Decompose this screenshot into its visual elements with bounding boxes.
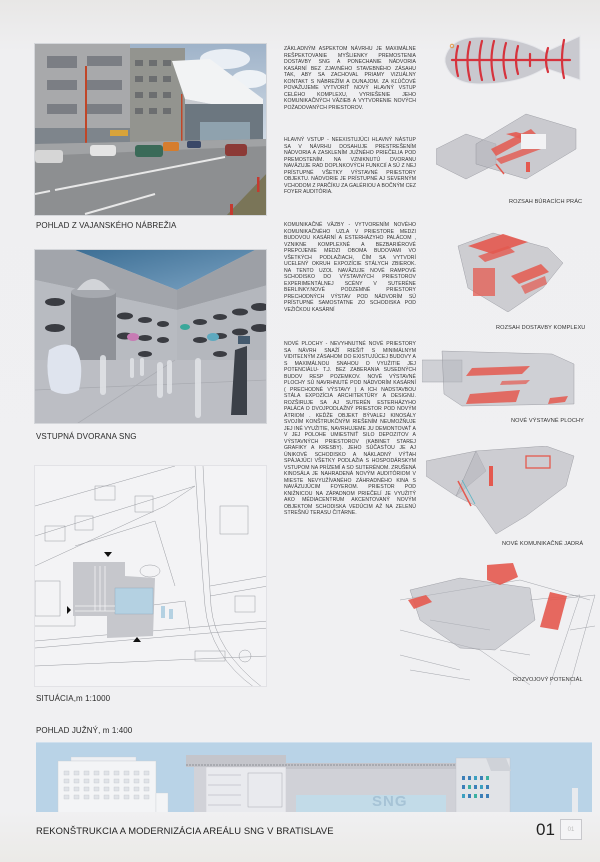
potential-label: ROZVOJOVÝ POTENCIÁL <box>513 677 583 683</box>
axonometric-exhibition-icon <box>422 346 597 416</box>
entrance-hall-caption: VSTUPNÁ DVORANA SNG <box>36 432 137 441</box>
page-number-box: 01 <box>560 819 582 840</box>
cores-label: NOVÉ KOMUNIKAČNÉ JADRÁ <box>502 541 584 547</box>
elevation-icon <box>36 743 592 812</box>
elevation-caption: POHLAD JUŽNÝ, m 1:400 <box>36 726 133 735</box>
site-plan-icon <box>35 466 267 687</box>
poster-title: REKONŠTRUKCIA A MODERNIZÁCIA AREÁLU SNG V BRATISLAVE <box>36 825 334 836</box>
axonometric-demolition-icon <box>436 104 586 194</box>
sng-sign: SNG <box>372 793 408 810</box>
new-spaces-paragraph: NOVÉ PLOCHY - NEVYHNUTNÉ NOVÉ PRIESTORY SA NÁVRH SNAŽÍ RIEŠIŤ S MINIMÁLNYM VIDITEĽNÝM ZÁSAHOM DO EXISTUJÚCEJ BUDOVY A S MAXIMÁLNOU SNAHOU O VYUŽITIE JEJ POTENCIÁLU- T.J. BEZ ZABERANIA SUSEDNÝCH BUDOV RESP POZEMKOV. NOVÉ VÝSTAVNÉ PLOCHY SÚ NAVRHNUTÉ POD NÁDVORÍM KASÁRNÍ ( PRECHODNÉ VÝSTAVY ) A ICH NADSTAVBOU STÁLA EXPOZÍCIA ARCHITEKTÚRY A DESIGNU. ROZŠIRUJE SA AJ SUTERÉN ESTERHÁZYHO PALÁCA O DVOJPODLAŽNÝ PRIESTOR POD NOVÝM ÁTRIOM . KEĎŽE OBJEKT BÝVALEJ KINOSÁLY SVOJÍM KONŠTRUKČNÝM RIEŠENÍM NEUMOŽŇUJE JEJ INÉ VYUŽITIE, NAVRHUJEME JU DEMONTOVAŤ A V JEJ POLOHE UMIESTNIŤ SILO DEPOZITOV A VÝSTAVNÝCH PRIESTOROV (KABINET STAREJ GRAFIKY A KRESBY). JEHO SÚČASŤOU JE AJ ÚNIKOVÉ SCHODISKO A NÁKLADNÝ VÝŤAH SPÁJAJÚCI VŠETKY PODLAŽIA S HOSPODÁRSKYM VSTUPOM NA PRÍZEMÍ A SO SUTERÉNOM. ZRUŠENÁ KINOSÁLA JE NAHRADENÁ NOVÝM AUDITÓRIOM V MIESTE NEVYUŽÍVANÉHO ZÁHRADNÉHO KINA S NAVÄZUJÚCIM FOYEROM. PRIESTOR POD KNIŽNICOU NA ZÁPADNOM PRIEČELÍ JE VYUŽITÝ AKO MÉDIACENTRUM AKCENTOVANÝ NOVÝM OBJEKTOM SCHODISKA VEDÚCIM AŽ NA ZELENÚ STREŠNÚ TERASU ČITÁRNE. <box>284 341 416 516</box>
intro-paragraph: ZÁKLADNÝM ASPEKTOM NÁVRHU JE MAXIMÁLNE REŠPEKTOVANIE MYŠLIENKY PREMOSTENIA DOSTAVBY SNG A PONECHANIE NÁDVORIA KASÁRNÍ BEZ ZJAVNÉHO STAVEBNÉHO ZÁSAHU TAK, ABY SA ZACHOVAL PRIAMY VIZUÁLNY KONTAKT S NÁBREŽÍM A DUNAJOM. ZA KĽÚČOVÉ POVAŽUJEME VYTVORIŤ NOVÝ HLAVNÝ VSTUP CELÉHO KOMPLEXU, VYRIEŠENIE JEHO KOMUNIKAČNÝCH VÄZIEB A VYTVORENIE NOVÝCH POŽADOVANÝCH PRIESTOROV. <box>284 46 416 111</box>
street-view-caption: POHLAD Z VAJANSKÉHO NÁBREŽIA <box>36 221 177 230</box>
south-elevation-drawing <box>36 742 592 812</box>
communication-paragraph: KOMUNIKAČNÉ VÄZBY - VYTVORENÍM NOVÉHO KOMUNIKAČNÉHO UZLA V PRIESTORE MEDZI BUDOVOU KASÁRNÍ A ESTERHÁZYHO PALÁCOM , VZNIKNE KOMPLEXNÉ A BEZBARIÉROVÉ PREPOJENIE MEDZI OBOMA BUDOVAMI VO VŠETKÝCH PODLAŽIACH, ČÍM SA VYTVORÍ UCELENÝ OKRUH EXPOZÍCIE STÁLYCH ZBIEROK. NA TENTO UZOL NAVÄZUJE NOVÉ RAMPOVÉ SCHODISKO DO VÝSTAVNÝCH PRIESTOROV EXPERIMENTÁLNEJ SCÉNY V SUTERÉNE BERLINKY.NOVÉ PODZEMNÉ PRIESTORY PRECHODNÝCH VÝSTAV POD NÁDVORÍM SÚ PRÍSTUPNÉ SAMOSTATNE ZO SCHODISKA POD VEŽIČKOU KASÁRNÍ <box>284 222 416 313</box>
page-number: 01 <box>536 820 555 839</box>
street-photo-icon <box>35 44 267 216</box>
demolition-diagram <box>436 104 586 194</box>
exhibition-diagram <box>422 346 597 416</box>
axonometric-potential-icon <box>400 560 600 685</box>
axonometric-extension-icon <box>453 228 573 312</box>
axonometric-cores-icon <box>426 446 581 536</box>
street-view-photo <box>34 43 267 216</box>
extension-label: ROZSAH DOSTAVBY KOMPLEXU <box>496 325 586 331</box>
interior-render-icon <box>35 250 267 424</box>
demolition-label: ROZSAH BÚRACÍCH PRÁC <box>509 199 583 205</box>
main-entrance-paragraph: HLAVNÝ VSTUP - NEEXISTUJÚCI HLAVNÝ NÁSTUP SA V NÁVRHU DOSAHUJE PRESTREŠENÍM NÁDVORIA A ZASKLENÍM JUŽNÉHO PRIEČELIA POD PREMOSTENÍM. NA VZNIKNUTÚ DVORANU NAVÄZUJE RAD DOPLNKOVÝCH FUNKCIÍ A SÚ Z NEJ PRÍSTUPNÉ VŠETKY VÝSTAVNÉ PRIESTORY OBJEKTU. NÁDVORIE JE PRÍSTUPNÉ AJ SEVERNÝM VCHODOM Z PARČÍKU ZA GALÉRIOU A BOČNÝM CEZ FOYER AUDITÓRIA. <box>284 137 416 195</box>
site-plan-drawing <box>34 465 267 687</box>
site-plan-caption: SITUÁCIA,m 1:1000 <box>36 694 111 703</box>
fish-skeleton-icon <box>440 32 590 92</box>
extension-diagram <box>453 228 573 312</box>
potential-diagram <box>400 560 600 685</box>
fish-skeleton-logo <box>440 32 590 92</box>
cores-diagram <box>426 446 581 536</box>
exhibition-label: NOVÉ VÝSTAVNÉ PLOCHY <box>511 418 584 424</box>
entrance-hall-render <box>34 249 267 424</box>
